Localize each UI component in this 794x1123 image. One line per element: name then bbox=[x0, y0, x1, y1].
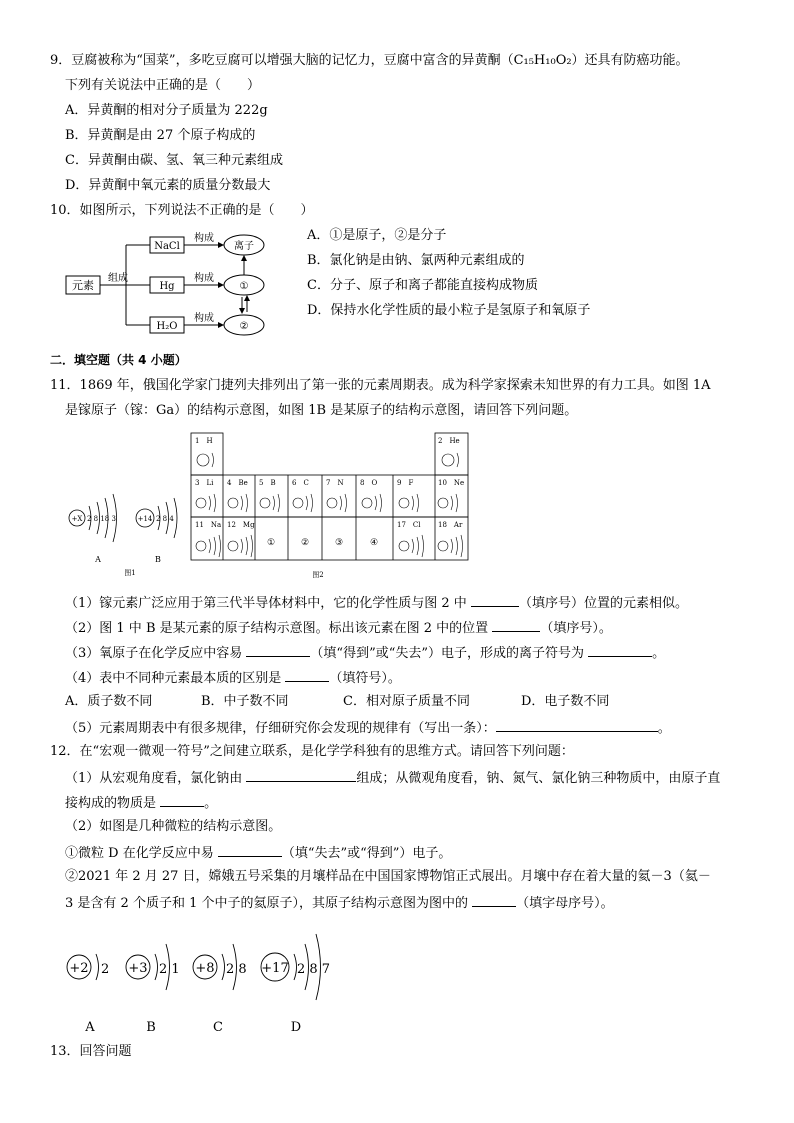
answer-blank-11-4[interactable] bbox=[285, 668, 329, 682]
answer-blank-11-2[interactable] bbox=[492, 618, 540, 632]
compose-label: 组成 bbox=[108, 273, 128, 284]
q11-sub4: （4）表中不同种元素最本质的区别是 （填符号）。 bbox=[65, 668, 401, 688]
q10-option-c: C．分子、原子和离子都能直接构成物质 bbox=[307, 278, 538, 293]
q12-sub1-cont: 接构成的物质是 。 bbox=[65, 793, 217, 813]
fig1-atom-diagrams bbox=[60, 478, 190, 578]
q10-option-d: D．保持水化学性质的最小粒子是氢原子和氧原子 bbox=[307, 303, 591, 318]
q11-sub4-option-c: C．相对原子质量不同 bbox=[343, 694, 470, 709]
q9-option-c: C．异黄酮由碳、氢、氧三种元素组成 bbox=[65, 153, 283, 168]
element-label: 元素 bbox=[72, 279, 94, 292]
q12-sub2: （2）如图是几种微粒的结构示意图。 bbox=[65, 819, 282, 834]
cell-na: 11 Na bbox=[195, 521, 222, 529]
q11-sub5: （5）元素周期表中有很多规律，仔细研究你会发现的规律有（写出一条）： 。 bbox=[65, 718, 671, 738]
fig2-periodic-table bbox=[190, 432, 470, 584]
q9-stem-line2: 下列有关说法中正确的是（ ） bbox=[65, 78, 261, 93]
atom-a-nucleus: +2 bbox=[69, 961, 89, 976]
node-1: ① bbox=[239, 281, 249, 292]
atom-d-nucleus: +17 bbox=[261, 961, 289, 976]
q11-sub4-option-a: A．质子数不同 bbox=[65, 694, 153, 709]
answer-blank-12-2[interactable] bbox=[218, 843, 282, 857]
q9-option-b: B．异黄酮是由 27 个原子构成的 bbox=[65, 128, 256, 143]
cell-ar: 18 Ar bbox=[438, 521, 463, 529]
cell-marker-1: ① bbox=[266, 538, 276, 548]
answer-blank-11-5[interactable] bbox=[496, 718, 658, 732]
cell-mg: 12 Mg bbox=[227, 521, 255, 529]
q10-stem: 10．如图所示，下列说法不正确的是（ ） bbox=[50, 203, 314, 218]
answer-blank-12-1b[interactable] bbox=[160, 793, 204, 807]
cell-marker-3: ③ bbox=[334, 538, 344, 548]
cell-o: 8 O bbox=[360, 479, 378, 487]
cell-n: 7 N bbox=[326, 479, 344, 487]
q9-option-d: D．异黄酮中氧元素的质量分数最大 bbox=[65, 178, 271, 193]
cell-c: 6 C bbox=[292, 479, 309, 487]
fig1-a-label: A bbox=[95, 555, 101, 564]
answer-blank-11-3a[interactable] bbox=[246, 643, 310, 657]
q13-stem: 13．回答问题 bbox=[50, 1044, 132, 1059]
cell-be: 4 Be bbox=[227, 479, 248, 487]
fig2-caption: 图2 bbox=[312, 571, 324, 579]
fig1-a-shells: 2 8 18 3 bbox=[87, 515, 116, 523]
cell-b: 5 B bbox=[259, 479, 276, 487]
cell-marker-4: ④ bbox=[369, 538, 379, 548]
constitute-label-2: 构成 bbox=[194, 273, 214, 284]
answer-blank-12-1a[interactable] bbox=[246, 768, 356, 782]
q11-sub1: （1）镓元素广泛应用于第三代半导体材料中，它的化学性质与图 2 中 （填序号）位置的元素相似。 bbox=[65, 593, 688, 613]
answer-blank-11-1[interactable] bbox=[471, 593, 519, 607]
hg-box: Hg bbox=[159, 281, 175, 292]
atom-a-shells: 2 bbox=[101, 962, 110, 977]
q11-sub2: （2）图 1 中 B 是某元素的原子结构示意图。标出该元素在图 2 中的位置 （填序号）。 bbox=[65, 618, 612, 638]
cell-li: 3 Li bbox=[195, 479, 214, 487]
cell-ne: 10 Ne bbox=[438, 479, 465, 487]
fig1-b-label: B bbox=[155, 555, 161, 564]
q12-stem: 12．在“宏观一微观一符号”之间建立联系，是化学学科独有的思维方式。请回答下列问题： bbox=[50, 744, 574, 759]
q11-sub3: （3）氧原子在化学反应中容易 （填“得到”或“失去”）电子，形成的离子符号为 。 bbox=[65, 643, 665, 663]
atom-c-nucleus: +8 bbox=[195, 961, 215, 976]
ion-node: 离子 bbox=[234, 241, 254, 252]
h2o-box: H₂O bbox=[156, 321, 178, 332]
atom-d-label: D bbox=[290, 1020, 302, 1035]
nacl-box: NaCl bbox=[154, 241, 180, 252]
cell-h: 1 H bbox=[195, 437, 213, 445]
q10-option-b: B．氯化钠是由钠、氯两种元素组成的 bbox=[307, 253, 525, 268]
cell-cl: 17 Cl bbox=[397, 521, 421, 529]
q10-option-a: A．①是原子，②是分子 bbox=[307, 228, 447, 243]
node-2: ② bbox=[239, 321, 249, 332]
fig1-b-shells: 2 8 4 bbox=[156, 515, 174, 523]
atom-b-nucleus: +3 bbox=[128, 961, 148, 976]
atom-c-shells: 2 8 bbox=[226, 962, 247, 977]
q12-part1: ①微粒 D 在化学反应中易 （填“失去”或“得到”）电子。 bbox=[65, 843, 451, 863]
atom-a-label: A bbox=[85, 1020, 95, 1035]
fig1-b-nucleus: +14 bbox=[137, 515, 153, 523]
constitute-label-3: 构成 bbox=[194, 313, 214, 324]
q10-concept-diagram bbox=[60, 228, 290, 340]
q12-atom-diagrams bbox=[55, 920, 345, 1038]
answer-blank-11-3b[interactable] bbox=[588, 643, 652, 657]
cell-marker-2: ② bbox=[300, 538, 310, 548]
q11-sub4-option-d: D．电子数不同 bbox=[521, 694, 610, 709]
atom-b-label: B bbox=[146, 1020, 156, 1035]
atom-d-shells: 2 8 7 bbox=[297, 962, 331, 977]
atom-b-shells: 2 1 bbox=[159, 962, 180, 977]
q12-part2-cont: 3 是含有 2 个质子和 1 个中子的氦原子），其原子结构示意图为图中的 （填字母序号）。 bbox=[65, 893, 614, 913]
constitute-label-1: 构成 bbox=[194, 233, 214, 244]
cell-he: 2 He bbox=[438, 437, 460, 445]
cell-f: 9 F bbox=[397, 479, 414, 487]
q12-part2: ②2021 年 2 月 27 日，嫦娥五号采集的月壤样品在中国国家博物馆正式展出。月壤中存在着大量的氦－3（氦－ bbox=[65, 869, 711, 884]
q9-stem-line1: 9．豆腐被称为“国菜”，多吃豆腐可以增强大脑的记忆力，豆腐中富含的异黄酮（C₁₅H₁₀O₂）还具有防癌功能。 bbox=[50, 53, 689, 68]
q9-option-a: A．异黄酮的相对分子质量为 222g bbox=[65, 103, 268, 118]
q11-stem-line2: 是镓原子（镓：Ga）的结构示意图，如图 1B 是某原子的结构示意图，请回答下列问题。 bbox=[65, 403, 578, 418]
fig1-a-nucleus: +X bbox=[71, 515, 83, 523]
answer-blank-12-3[interactable] bbox=[472, 893, 516, 907]
q11-stem-line1: 11．1869 年，俄国化学家门捷列夫排列出了第一张的元素周期表。成为科学家探索未知世界的有力工具。如图 1A bbox=[50, 378, 711, 393]
q11-sub4-option-b: B．中子数不同 bbox=[201, 694, 289, 709]
atom-c-label: C bbox=[213, 1020, 223, 1035]
q12-sub1: （1）从宏观角度看，氯化钠由 组成；从微观角度看，钠、氮气、氯化钠三种物质中，由原子直 bbox=[65, 768, 720, 788]
section-heading: 二．填空题（共 4 小题） bbox=[50, 353, 187, 367]
fig1-caption: 图1 bbox=[124, 569, 136, 577]
